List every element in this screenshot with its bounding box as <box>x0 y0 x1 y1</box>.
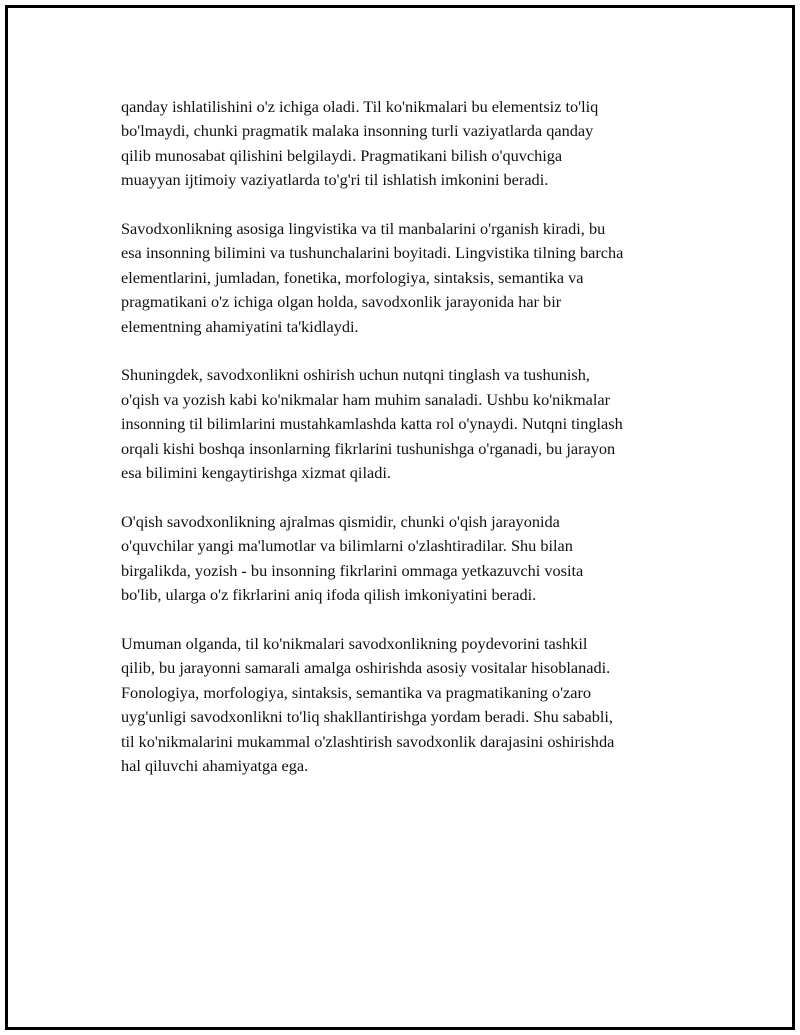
text-line: o'quvchilar yangi ma'lumotlar va bilimlarni o'zlashtiradilar. Shu bilan <box>121 536 573 556</box>
paragraph-5 <box>121 632 711 778</box>
document-body <box>121 95 711 803</box>
text-line: elementlarini, jumladan, fonetika, morfologiya, sintaksis, semantika va <box>121 267 584 287</box>
document-page <box>5 5 795 1030</box>
text-line: elementning ahamiyatini ta'kidlaydi. <box>121 316 359 336</box>
text-line: bo'lib, ularga o'z fikrlarini aniq ifoda qilish imkoniyatini beradi. <box>121 585 537 605</box>
text-line: Fonologiya, morfologiya, sintaksis, semantika va pragmatikaning o'zaro <box>121 682 592 702</box>
paragraph-1 <box>121 95 711 193</box>
text-line: til ko'nikmalarini mukammal o'zlashtirish savodxonlik darajasini oshirishda <box>121 731 615 751</box>
paragraph-2 <box>121 217 711 339</box>
paragraph-3 <box>121 363 711 485</box>
text-line: hal qiluvchi ahamiyatga ega. <box>121 755 309 775</box>
text-line: Umuman olganda, til ko'nikmalari savodxonlikning poydevorini tashkil <box>121 633 588 653</box>
text-line: pragmatikani o'z ichiga olgan holda, savodxonlik jarayonida har bir <box>121 292 562 312</box>
text-line: qanday ishlatilishini o'z ichiga oladi. Til ko'nikmalari bu elementsiz to'liq <box>121 97 599 116</box>
text-line: Shuningdek, savodxonlikni oshirish uchun nutqni tinglash va tushunish, <box>121 365 590 385</box>
text-line: qilib munosabat qilishini belgilaydi. Pragmatikani bilish o'quvchiga <box>121 145 563 165</box>
text-line: esa insonning bilimini va tushunchalarini boyitadi. Lingvistika tilning barcha <box>121 243 624 263</box>
text-line: insonning til bilimlarini mustahkamlashda katta rol o'ynaydi. Nutqni tinglash <box>121 414 623 434</box>
paragraph-4 <box>121 510 711 608</box>
text-line: birgalikda, yozish - bu insonning fikrlarini ommaga yetkazuvchi vosita <box>121 560 584 580</box>
text-line: qilib, bu jarayonni samarali amalga oshirishda asosiy vositalar hisoblanadi. <box>121 658 611 678</box>
text-line: bo'lmaydi, chunki pragmatik malaka insonning turli vaziyatlarda qanday <box>121 121 594 141</box>
text-line: esa bilimini kengaytirishga xizmat qiladi. <box>121 463 391 483</box>
text-line: muayyan ijtimoiy vaziyatlarda to'g'ri til ishlatish imkonini beradi. <box>121 170 549 190</box>
text-line: o'qish va yozish kabi ko'nikmalar ham muhim sanaladi. Ushbu ko'nikmalar <box>121 389 611 409</box>
text-line: Savodxonlikning asosiga lingvistika va til manbalarini o'rganish kiradi, bu <box>121 219 606 239</box>
text-line: uyg'unligi savodxonlikni to'liq shakllantirishga yordam beradi. Shu sababli, <box>121 707 613 727</box>
text-line: orqali kishi boshqa insonlarning fikrlarini tushunishga o'rganadi, bu jarayon <box>121 438 616 458</box>
text-line: O'qish savodxonlikning ajralmas qismidir, chunki o'qish jarayonida <box>121 511 560 531</box>
